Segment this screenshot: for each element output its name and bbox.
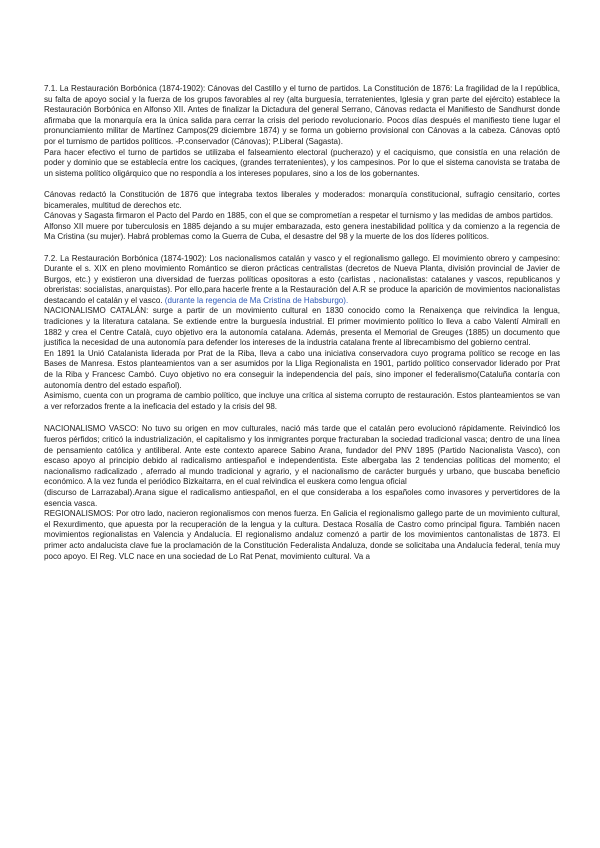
paragraph-gap [44,179,560,190]
paragraph-larrazabal: (discurso de Larrazabal).Arana sigue el radicalismo antiespañol, en el que consideraba a los españoles como invasores y pervertidores de la esencia vasca. [44,487,560,508]
paragraph-asimismo: Asimismo, cuenta con un programa de cambio político, que incluye una crítica al sistema corrupto de restauración. Estos planteamientos se van a ver reforzados frente a la ineficacia del estado y la crisis del 98. [44,391,560,411]
paragraph-nacionalismo-vasco: NACIONALISMO VASCO: No tuvo su origen en mov culturales, nació más tarde que el catalán pero evolucionó rápidamente. Reivindicó los fueros pérfidos; criticó la industrialización, el capitalismo y los inmigrantes porque fracturaban la sociedad tradicional vasca; dentro de una línea de pensamiento católica y antiliberal. Ante este contexto aparece Sabino Arana, fundador del PNV 1895 (Partido Nacionalista Vasco), con escaso apoyo al principio debido al radicalismo antiespañol e independentista. Este albergaba las 2 tendencias políticas del momento; el nacionalismo radicalizado , aferrado al mundo tradicional y agrario, y el nacionalismo de carácter burgués y urbano, que buscaba beneficio económico. A la vez funda el periódico Bizkaitarra, en el cual reivindica el euskera como lengua oficial [44,424,560,487]
paragraph-gap [44,243,560,254]
paragraph-7-1-intro: 7.1. La Restauración Borbónica (1874-1902): Cánovas del Castillo y el turno de partidos. La Constitución de 1876: La fragilidad de la I república, su falta de apoyo social y la fuerza de los grupos favorables al rey (alta burguesía, terratenientes, Iglesia y gran parte del ejército) establece la Restauración Borbónica en Alfonso XII. Antes de finalizar la Dictadura del general Serrano, Cánovas redacta el Manifiesto de Sandhurst donde afirmaba que la monarquía era la única salida para cerrar la crisis del periodo revolucionario. Pocos días después el manifiesto tiene lugar el pronunciamiento militar de Martínez Campos(29 diciembre 1874) y se forma un gobierno provisional con Cánovas a la cabeza. Cánovas optó por el turnismo de partidos políticos. -P.conservador (Cánovas); P.Liberal (Sagasta). [44,84,560,146]
section-7-2-text: 7.2. La Restauración Borbónica (1874-1902): Los nacionalismos catalán y vasco y el regionalismo gallego. El movimiento obrero y campesino: Durante el s. XIX en pleno movimiento Romántico se dieron prácticas centralistas (decretos de Nueva Planta, división provincial de Javier de Burgos, etc.) y existieron una diversidad de fuerzas políticas opositoras a esto (carlistas , nacionalistas: catalanes y vascos, republicanos y obreristas: socialistas, anarquistas). Por ello,para hacerle frente a la Restauración del A.R se produce la aparición de movimientos nacionalistas destacando el catalán y el vasco. [44,253,560,305]
paragraph-constitucion-1876: Cánovas redactó la Constitución de 1876 que integraba textos liberales y moderados: monarquía constitucional, sufragio censitario, cortes bicamerales, multitud de derechos etc. [44,189,560,210]
paragraph-pacto-del-pardo: Cánovas y Sagasta firmaron el Pacto del Pardo en 1885, con el que se comprometían a respetar el turnismo y las medidas de ambos partidos. [44,211,554,221]
paragraph-alfonso-xii: Alfonso XII muere por tuberculosis en 1885 dejando a su mujer embarazada, esto genera inestabilidad política y da comienzo a la regencia de Ma Cristina (su mujer). Habrá problemas como la Guerra de Cuba, el desastre del 98 y la muerte de los dos líderes políticos. [44,221,560,242]
paragraph-regionalismos: REGIONALISMOS: Por otro lado, nacieron regionalismos con menos fuerza. En Galicia el regionalismo gallego parte de un movimiento cultural, el Rexurdimento, que apuesta por la recuperación de la lengua y la cultura. Destaca Rosalía de Castro como principal figura. También nacen movimientos regionalistas en Valencia y Andalucía. El regionalismo andaluz comenzó a partir de los movimientos cantonalistas de 1873. El primer acto andalucista clave fue la proclamación de la Constitución Federalista Andaluza, donde se solicitaba una Andalucía federal, tenía muy poco apoyo. El Reg. VLC nace en una sociedad de Lo Rat Penat, movimiento cultural. Va a [44,509,560,561]
paragraph-turnismo: Para hacer efectivo el turno de partidos se utilizaba el falseamiento electoral (pucherazo) y el caciquismo, que consistía en una relación de poder y dominio que se establecía entre los caciques, (grandes terratenientes), y los campesinos. Por lo que el sistema canovista se trataba de un sistema político oligárquico que no respondía a los intereses populares, sino a los de los gobernantes. [44,147,560,178]
document-body [44,84,560,562]
paragraph-unio-catalanista: En 1891 la Unió Catalanista liderada por Prat de la Riba, lleva a cabo una iniciativa conservadora cuyo programa político se recoge en las Bases de Manresa. Estos planteamientos van a ser asumidos por la Lliga Regionalista en 1901, partido político conservador liderado por Prat de la Riba y Francesc Cambó. Cuyo objetivo no era conseguir la independencia del país, sino imponer el federalismo(Cataluña contaría con autonomía dentro del estado español). [44,348,560,390]
paragraph-7-2-intro [44,254,560,307]
regencia-note: (durante la regencia de Ma Cristina de Habsburgo). [164,295,349,305]
paragraph-gap [44,412,560,424]
paragraph-nacionalismo-catalan: NACIONALISMO CATALÁN: surge a partir de un movimiento cultural en 1830 conocido como la Renaixença que reivindica la lengua, tradiciones y la literatura catalana. Se extiende entre la burguesía industrial. El primer movimiento político lo lleva a cabo Valentí Almirall en 1882 y crea el Centre Català, cuyo objetivo era la autonomía catalana. Además, presenta el Memorial de Greuges (1885) un documento que justifica la necesidad de una autonomía para defender los intereses de la industria catalana frente al librecambismo del gobierno central. [44,306,560,348]
